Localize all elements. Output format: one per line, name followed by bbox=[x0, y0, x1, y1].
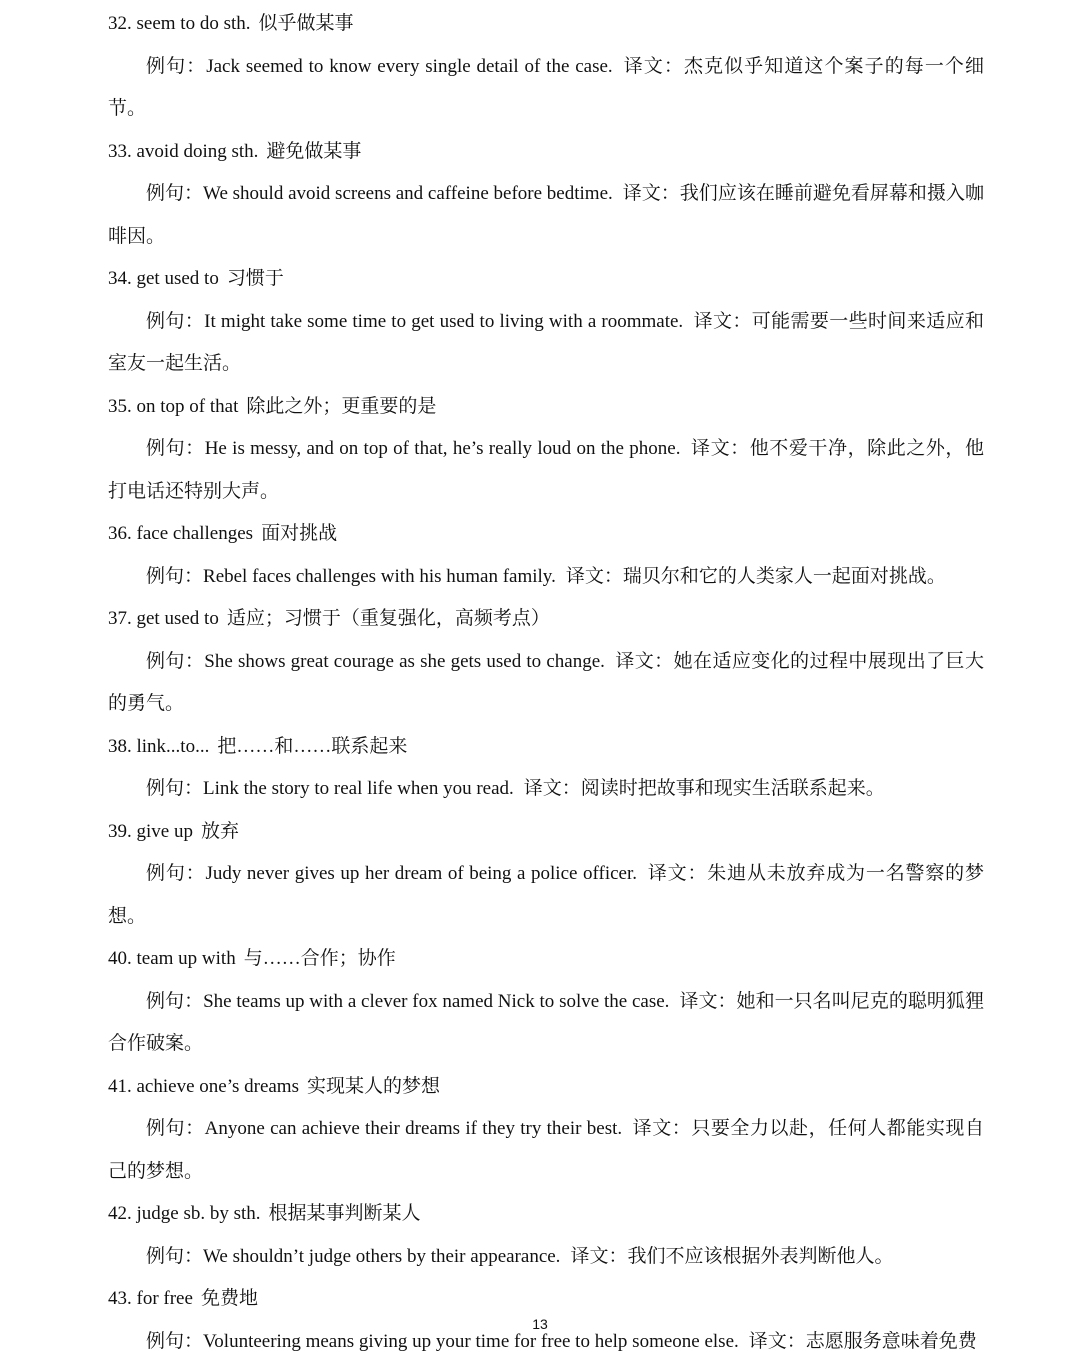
entry-number: 32. bbox=[108, 13, 132, 34]
example-chinese: 朱迪从未放弃成为一名警察的梦想。 bbox=[108, 863, 984, 927]
entry-gloss: 似乎做某事 bbox=[258, 13, 354, 34]
translation-label: 译文： bbox=[647, 863, 708, 884]
example-english: She shows great courage as she gets used to change. bbox=[204, 650, 605, 672]
example-label: 例句： bbox=[146, 778, 204, 799]
example-chinese: 他不爱干净，除此之外，他打电话还特别大声。 bbox=[108, 438, 984, 502]
example-chinese: 阅读时把故事和现实生活联系起来。 bbox=[580, 778, 885, 799]
entry-heading bbox=[108, 1066, 984, 1109]
example-label: 例句： bbox=[146, 55, 207, 77]
example-label: 例句： bbox=[146, 863, 206, 884]
entry-number: 36. bbox=[108, 523, 132, 544]
example-sentence bbox=[108, 1108, 984, 1193]
example-label: 例句： bbox=[146, 1330, 204, 1352]
vocab-entry bbox=[108, 1066, 984, 1194]
entry-heading bbox=[108, 726, 984, 769]
entry-heading bbox=[108, 3, 984, 46]
entry-number: 40. bbox=[108, 948, 132, 969]
example-chinese: 只要全力以赴，任何人都能实现自己的梦想。 bbox=[108, 1118, 984, 1182]
entry-heading bbox=[108, 811, 984, 854]
translation-label: 译文： bbox=[622, 55, 684, 77]
entry-number: 43. bbox=[108, 1288, 132, 1309]
vocab-entry bbox=[108, 598, 984, 726]
example-english: Judy never gives up her dream of being a police officer. bbox=[205, 863, 637, 884]
translation-label: 译文： bbox=[748, 1330, 806, 1352]
entry-phrase: team up with bbox=[136, 948, 236, 969]
entry-phrase: face challenges bbox=[136, 523, 254, 544]
entry-phrase: seem to do sth. bbox=[136, 13, 251, 34]
example-english: It might take some time to get used to living with a roommate. bbox=[204, 310, 684, 332]
example-chinese: 瑞贝尔和它的人类家人一起面对挑战。 bbox=[622, 565, 946, 587]
entry-gloss: 面对挑战 bbox=[261, 523, 338, 544]
entry-heading bbox=[108, 1193, 984, 1236]
entry-gloss: 与……合作；协作 bbox=[243, 948, 396, 969]
example-english: He is messy, and on top of that, he’s really loud on the phone. bbox=[204, 438, 681, 459]
entry-number: 41. bbox=[108, 1075, 132, 1097]
entry-phrase: on top of that bbox=[136, 395, 239, 417]
entry-gloss: 根据某事判断某人 bbox=[268, 1203, 421, 1224]
entry-heading bbox=[108, 938, 984, 981]
entry-heading bbox=[108, 258, 984, 301]
entry-heading bbox=[108, 131, 984, 174]
entry-gloss: 习惯于 bbox=[226, 268, 284, 289]
example-sentence bbox=[108, 641, 984, 726]
example-label: 例句： bbox=[146, 1245, 204, 1267]
example-sentence bbox=[108, 46, 984, 131]
entry-heading bbox=[108, 598, 984, 641]
example-sentence bbox=[108, 853, 984, 938]
vocabulary-list bbox=[108, 3, 984, 1363]
translation-label: 译文： bbox=[523, 778, 581, 799]
entry-gloss: 免费地 bbox=[200, 1288, 258, 1309]
entry-phrase: get used to bbox=[136, 608, 219, 629]
entry-number: 34. bbox=[108, 268, 132, 289]
translation-label: 译文： bbox=[690, 438, 750, 459]
entry-heading bbox=[108, 386, 984, 429]
entry-number: 39. bbox=[108, 820, 132, 842]
example-english: Jack seemed to know every single detail of the case. bbox=[206, 55, 613, 77]
translation-label: 译文： bbox=[693, 310, 752, 332]
example-chinese: 她在适应变化的过程中展现出了巨大的勇气。 bbox=[108, 650, 984, 714]
entry-phrase: give up bbox=[136, 820, 193, 842]
example-label: 例句： bbox=[146, 310, 205, 332]
entry-gloss: 避免做某事 bbox=[266, 140, 362, 162]
vocab-entry bbox=[108, 131, 984, 259]
example-english: Rebel faces challenges with his human family. bbox=[203, 565, 556, 587]
example-chinese: 杰克似乎知道这个案子的每一个细节。 bbox=[108, 55, 984, 119]
entry-number: 35. bbox=[108, 395, 132, 417]
vocab-entry bbox=[108, 811, 984, 939]
entry-phrase: for free bbox=[136, 1288, 193, 1309]
example-chinese: 可能需要一些时间来适应和室友一起生活。 bbox=[108, 310, 984, 374]
page-number: 13 bbox=[532, 1316, 548, 1332]
entry-gloss: 放弃 bbox=[200, 820, 239, 842]
translation-label: 译文： bbox=[622, 183, 680, 204]
example-sentence bbox=[108, 301, 984, 386]
vocab-entry bbox=[108, 938, 984, 1066]
vocab-entry bbox=[108, 258, 984, 386]
translation-label: 译文： bbox=[614, 650, 674, 672]
example-sentence bbox=[108, 768, 984, 811]
example-label: 例句： bbox=[146, 438, 205, 459]
entry-gloss: 把……和……联系起来 bbox=[217, 735, 408, 757]
example-chinese: 志愿服务意味着免费 bbox=[805, 1330, 977, 1352]
entry-phrase: get used to bbox=[136, 268, 219, 289]
example-english: Volunteering means giving up your time for free to help someone else. bbox=[203, 1330, 739, 1352]
example-english: Link the story to real life when you read. bbox=[203, 778, 514, 799]
translation-label: 译文： bbox=[679, 990, 737, 1012]
example-english: Anyone can achieve their dreams if they try their best. bbox=[204, 1118, 623, 1139]
example-sentence bbox=[108, 428, 984, 513]
entry-number: 37. bbox=[108, 608, 132, 629]
example-chinese: 她和一只名叫尼克的聪明狐狸合作破案。 bbox=[108, 990, 984, 1054]
example-english: We should avoid screens and caffeine before bedtime. bbox=[203, 183, 613, 204]
translation-label: 译文： bbox=[632, 1118, 692, 1139]
vocab-entry bbox=[108, 726, 984, 811]
entry-number: 38. bbox=[108, 735, 132, 757]
entry-phrase: achieve one’s dreams bbox=[136, 1075, 299, 1097]
vocab-entry bbox=[108, 1193, 984, 1278]
entry-number: 42. bbox=[108, 1203, 132, 1224]
example-label: 例句： bbox=[146, 990, 204, 1012]
entry-phrase: link...to... bbox=[136, 735, 210, 757]
example-sentence bbox=[108, 556, 984, 599]
vocab-entry bbox=[108, 386, 984, 514]
example-sentence bbox=[108, 173, 984, 258]
vocab-entry bbox=[108, 513, 984, 598]
example-english: We shouldn’t judge others by their appearance. bbox=[203, 1245, 561, 1267]
entry-heading bbox=[108, 1278, 984, 1321]
example-label: 例句： bbox=[146, 650, 205, 672]
example-english: She teams up with a clever fox named Nick to solve the case. bbox=[203, 990, 670, 1012]
entry-gloss: 除此之外；更重要的是 bbox=[246, 395, 437, 417]
example-chinese: 我们不应该根据外表判断他人。 bbox=[627, 1245, 894, 1267]
entry-number: 33. bbox=[108, 140, 132, 162]
example-sentence bbox=[108, 981, 984, 1066]
example-label: 例句： bbox=[146, 565, 204, 587]
entry-phrase: avoid doing sth. bbox=[136, 140, 259, 162]
translation-label: 译文： bbox=[570, 1245, 628, 1267]
example-chinese: 我们应该在睡前避免看屏幕和摄入咖啡因。 bbox=[108, 183, 984, 247]
translation-label: 译文： bbox=[565, 565, 623, 587]
example-sentence bbox=[108, 1236, 984, 1279]
entry-phrase: judge sb. by sth. bbox=[136, 1203, 261, 1224]
entry-gloss: 适应；习惯于（重复强化，高频考点） bbox=[226, 608, 550, 629]
entry-heading bbox=[108, 513, 984, 556]
example-label: 例句： bbox=[146, 1118, 205, 1139]
entry-gloss: 实现某人的梦想 bbox=[306, 1075, 440, 1097]
vocab-entry bbox=[108, 3, 984, 131]
example-label: 例句： bbox=[146, 183, 204, 204]
